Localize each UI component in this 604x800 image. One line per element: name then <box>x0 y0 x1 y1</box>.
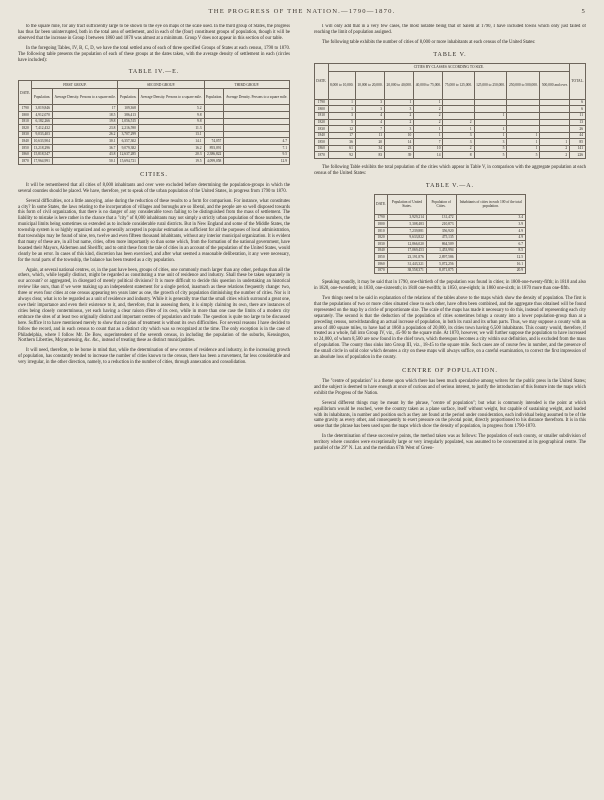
table-cell: 6 <box>570 106 586 113</box>
table-cell-date: 1860 <box>375 261 388 268</box>
table-cell: 12.5 <box>456 254 525 261</box>
table-cell-date: 1830 <box>375 241 388 248</box>
table-cell: 10 <box>414 145 443 152</box>
table-cell: 23 <box>385 145 414 152</box>
table-cell: 1 <box>540 139 570 146</box>
table-cell: 17 <box>328 132 355 139</box>
table-cell-date: 1810 <box>315 112 329 119</box>
table-cell: 7,412,432 <box>32 125 53 132</box>
table-cell-date: 1820 <box>375 234 388 241</box>
table-cell: 6,182,266 <box>32 118 53 125</box>
running-head <box>18 8 586 22</box>
table-row <box>19 118 290 125</box>
table-row <box>375 228 526 235</box>
table-cell: 8 <box>443 152 474 159</box>
table-cell: 13 <box>570 119 586 126</box>
table-v-a-body <box>375 214 526 273</box>
table-cell: 11 <box>355 132 384 139</box>
table-cell: 11 <box>570 112 586 119</box>
table-cell: 5,072,256 <box>426 261 456 268</box>
table-iv-e-title: TABLE IV.—E. <box>128 69 180 76</box>
table-cell: 8.5 <box>456 247 525 254</box>
table-cell: 131,472 <box>426 214 456 221</box>
table-row <box>375 247 526 254</box>
table-header-group: THIRD GROUP. <box>204 81 289 89</box>
table-cell: 4.9 <box>456 228 525 235</box>
table-row <box>19 145 290 152</box>
table-cell <box>540 112 570 119</box>
paragraph: The following Table exhibits the total population of the cities which appear in Table V, in comparison with the aggregate population at each census of the United States: <box>314 165 586 176</box>
section-title-centre-of-population: CENTRE OF POPULATION. <box>402 367 498 374</box>
table-cell: 3.4 <box>456 214 525 221</box>
table-cell <box>540 126 570 133</box>
table-row <box>315 99 586 106</box>
table-cell: 12,866,020 <box>388 241 427 248</box>
table-cell: 5 <box>474 145 507 152</box>
table-cell: 4,099,058 <box>204 158 224 165</box>
table-header-date: DATE. <box>19 81 32 105</box>
table-cell: 4,912,070 <box>32 112 53 119</box>
table-cell: 26 <box>570 126 586 133</box>
table-cell: 2 <box>540 145 570 152</box>
table-cell: 13,218,296 <box>32 145 53 152</box>
table-cell: 11.3 <box>138 125 204 132</box>
table-cell: 30.1 <box>52 138 118 145</box>
table-header-population: Population. <box>118 89 139 105</box>
table-cell: 4.9 <box>456 234 525 241</box>
table-cell: 109,368 <box>118 105 139 112</box>
table-cell: 7.1 <box>224 145 290 152</box>
table-cell: 6 <box>570 99 586 106</box>
table-cell: 12,637,285 <box>118 151 139 158</box>
table-cell-date: 1790 <box>375 214 388 221</box>
table-cell: 3,929,214 <box>388 214 427 221</box>
table-cell: 1 <box>507 132 540 139</box>
table-v-body <box>315 99 586 158</box>
table-header-population: Population. <box>32 89 53 105</box>
table-cell: 356,920 <box>426 228 456 235</box>
table-cell: 3 <box>443 132 474 139</box>
table-cell: 39 <box>385 152 414 159</box>
table-cell <box>443 106 474 113</box>
table-row <box>19 158 290 165</box>
table-cell <box>540 99 570 106</box>
table-row <box>19 138 290 145</box>
table-cell: 8,071,875 <box>426 267 456 274</box>
paragraph: The following table exhibits the number of cities of 8,000 or more inhabitants at each census of the United States: <box>322 39 536 45</box>
table-cell: 43.8 <box>52 151 118 158</box>
table-row <box>315 106 586 113</box>
table-cell: 83 <box>355 152 384 159</box>
table-cell: 4 <box>355 119 384 126</box>
table-cell-date: 1850 <box>375 254 388 261</box>
table-cell-date: 1860 <box>315 145 329 152</box>
table-cell: 3 <box>385 106 414 113</box>
table-header-density: Average Density. Persons to a square mile. <box>224 89 290 105</box>
table-cell <box>540 106 570 113</box>
table-header-group: SECOND GROUP. <box>118 81 204 89</box>
table-cell-date: 1870 <box>315 152 329 159</box>
table-cell: 36 <box>328 139 355 146</box>
table-cell: 74,057 <box>204 138 224 145</box>
table-cell <box>507 119 540 126</box>
table-cell <box>204 131 224 138</box>
table-header-density: Average Density. Persons to a square mile. <box>52 89 118 105</box>
table-cell: 9,079,382 <box>118 145 139 152</box>
table-cell: 5,308,483 <box>388 221 427 228</box>
table-cell: 19.8 <box>52 118 118 125</box>
table-cell: 9,633,822 <box>388 234 427 241</box>
table-cell-date: 1800 <box>375 221 388 228</box>
table-cell: 3 <box>474 139 507 146</box>
table-cell: 20.9 <box>456 267 525 274</box>
table-cell: 14.1 <box>138 138 204 145</box>
table-cell <box>224 131 290 138</box>
left-column <box>18 24 290 792</box>
table-cell-date: 1820 <box>19 125 32 132</box>
table-cell: 10 <box>385 132 414 139</box>
table-cell: 7 <box>414 139 443 146</box>
table-cell: 4 <box>355 112 384 119</box>
table-cell <box>540 132 570 139</box>
table-cell: 2 <box>385 112 414 119</box>
table-cell: 2 <box>385 119 414 126</box>
table-cell: 15,818,547 <box>32 151 53 158</box>
table-cell <box>474 119 507 126</box>
table-header-us-population: Population of United States. <box>388 194 427 214</box>
table-row <box>375 214 526 221</box>
table-row <box>19 131 290 138</box>
table-cell: 16.2 <box>138 145 204 152</box>
table-cell: 7 <box>355 126 384 133</box>
table-header-population: Population. <box>204 89 224 105</box>
table-cell: 2 <box>443 145 474 152</box>
table-header-total: TOTAL. <box>570 63 586 99</box>
table-cell: 1 <box>507 145 540 152</box>
table-cell <box>443 99 474 106</box>
table-cell: 9,033,403 <box>32 131 53 138</box>
table-iv-e <box>18 80 290 164</box>
table-cell: 92 <box>328 152 355 159</box>
table-cell: 12 <box>328 126 355 133</box>
table-cell: 20.3 <box>138 151 204 158</box>
table-cell <box>224 125 290 132</box>
table-cell: 3 <box>355 106 384 113</box>
table-cell <box>204 105 224 112</box>
table-cell <box>507 126 540 133</box>
table-cell: 34 <box>355 145 384 152</box>
paragraph: The "centre of population" is a theme upon which there has been much speculative among writers for the public press in the United States; and the subject is deemed to have enough at once of curious and of serious interest, to justify the introduction of this feature into the maps which exhibit the Progress of the Nation. <box>314 379 586 396</box>
table-cell: 18.5 <box>52 112 118 119</box>
table-cell: 17 <box>52 105 118 112</box>
table-cell: 1 <box>385 99 414 106</box>
table-cell <box>507 99 540 106</box>
table-cell: 1 <box>414 99 443 106</box>
table-header-class: 75,000 to 125,000. <box>443 71 474 99</box>
table-row <box>375 241 526 248</box>
table-header-group: FIRST GROUP. <box>32 81 118 89</box>
table-header-class: 500,000 and over. <box>540 71 570 99</box>
table-cell: 85 <box>570 139 586 146</box>
table-cell: 3,819,846 <box>32 105 53 112</box>
table-cell-date: 1800 <box>19 112 32 119</box>
table-cell: 23,191,876 <box>388 254 427 261</box>
table-cell: 31,443,321 <box>388 261 427 268</box>
table-cell: 5 <box>328 119 355 126</box>
paragraph: to the square mile, for any tract sufficiently large to be shown to the eye on maps of the scale used. In the third group of States, the progress has thus far been uninterrupted, both in the total area of settlement, and in each of the (four) constituent groups of population, though it will be observed that the increase in Group I between 1860 and 1870 was almost at a minimum. Group V does not appear in this section of our table. <box>18 24 290 41</box>
table-cell: 2,386,822 <box>204 151 224 158</box>
table-cell: 3,707,299 <box>118 131 139 138</box>
table-row <box>315 126 586 133</box>
table-cell: 7,239,881 <box>388 228 427 235</box>
table-cell: 2 <box>414 119 443 126</box>
table-supheader: CITIES BY CLASSES ACCORDING TO SIZE. <box>328 63 570 71</box>
table-iv-e-body <box>19 105 290 164</box>
table-cell: 17,964,991 <box>32 158 53 165</box>
table-cell <box>540 119 570 126</box>
table-cell: 19.5 <box>138 158 204 165</box>
paragraph: I will only add that in a very few cases, the most notable being that of Salem at 1790, I have included towns which only just failed of reaching the limit of population assigned. <box>314 24 586 35</box>
table-cell: 5 <box>474 152 507 159</box>
table-cell-date: 1830 <box>19 131 32 138</box>
table-row <box>375 254 526 261</box>
table-cell: 1 <box>507 139 540 146</box>
table-cell: 3 <box>355 99 384 106</box>
table-cell: 6.7 <box>456 241 525 248</box>
table-header-city-share: Inhabitants of cities in each 100 of the total population. <box>456 194 525 214</box>
table-cell-date: 1800 <box>315 106 329 113</box>
table-cell: 893,091 <box>204 145 224 152</box>
table-cell: 14 <box>414 152 443 159</box>
table-cell: 1,056,515 <box>118 118 139 125</box>
paragraph: Several different things may be meant by the phrase, "centre of population"; but what is commonly intended is the point at which equilibrium would be reached, were the country taken as a plane surface, itself without weight, but capable of sustaining weight, and loaded with its inhabitants, in number and position such as they are found at the period under consideration, each individual being assumed to be of the same gravity as every other, and consequently to exert pressure on the pivotal point, directly proportioned to his distance therefrom. It is in this sense that the phrase has been used upon the maps which show the density of population, in progress from 1790-1870. <box>314 400 586 430</box>
paragraph: Two things need to be said in explanation of the relations of the tables above to the maps which show the density of population. The first is that the populations of two or more cities situated close to each other, have often been combined, and the aggregate thus obtained will be found represented on the map by a circle of proportionate size. The scale of the maps has made it necessary to do this, instead of representing each city separately. The second is that the deduction of the population of cities sometimes brings a county into a lower population-group than at a preceding census, notwithstanding an actual increase of population, in both its rural and its urban parts. Thus, we may suppose a county with an area of 400 square miles, to have had at 1860 a population of 20,000, its cities town having 6,500 inhabitants. This county would, therefore, if treated as a whole, fall into Group IV, viz., 45-90 to the square mile. At 1870, however, we will further suppose the population to have increased to 24,000, of whom 8,500 are now found in the chief town, which thereupon becomes a city within our definition, and is excluded from the mass of population. The county thus sinks into Group III, viz., 18-45 to the square mile. Such cases are of course few in number, and the presence of the small circle in solid color which denotes a city on these maps will always suffice, on a careful examination, to correct the first impression of an absolute loss of population in the county. <box>314 296 586 361</box>
table-row <box>315 152 586 159</box>
paragraph: In the foregoing Tables, IV, B, C, D, we have the total settled area of each of three specified Groups of States at each census, 1790 to 1870. The following table presents the population of each of these groups at the dates taken, with the average density of settlement in each (circles have included): <box>18 45 290 63</box>
table-cell: 2,897,586 <box>426 254 456 261</box>
page-number: 5 <box>581 8 586 15</box>
table-cell: 9.8 <box>138 112 204 119</box>
table-cell: 4.7 <box>224 138 290 145</box>
table-cell-date: 1850 <box>315 139 329 146</box>
table-row <box>375 267 526 274</box>
table-cell-date: 1870 <box>375 267 388 274</box>
table-cell: 210,873 <box>426 221 456 228</box>
table-row <box>315 145 586 152</box>
table-row <box>375 261 526 268</box>
right-column <box>314 24 586 792</box>
table-v-a-title: TABLE V.—A. <box>425 182 475 189</box>
table-v-title: TABLE V. <box>433 51 467 58</box>
table-header-class: 20,000 to 40,000. <box>385 71 414 99</box>
table-cell: 3 <box>328 112 355 119</box>
table-cell-date: 1840 <box>375 247 388 254</box>
table-row <box>315 139 586 146</box>
table-cell <box>474 99 507 106</box>
table-v <box>314 63 586 159</box>
table-cell: 475,135 <box>426 234 456 241</box>
table-cell: 9.5 <box>224 151 290 158</box>
table-header-date: DATE. <box>375 194 388 214</box>
table-cell <box>507 112 540 119</box>
paragraph: In the determination of these successive points, the method taken was as follows: The population of each county, or smaller subdivision of territory where counties were exceptionally large or very irregularly populated, was assumed to be concentrated at its geographical centre. The parallel of the 29° N. Lat. and the meridian 67th West of Green- <box>314 434 586 452</box>
page-body <box>18 24 586 792</box>
table-cell: 2 <box>540 152 570 159</box>
table-cell: 1 <box>414 126 443 133</box>
table-cell <box>507 106 540 113</box>
paragraph: Speaking roundly, it may be said that in 1790, one-thirtieth of the population was found in cities; in 1800-one-twenty-fifth; in 1810 and also in 1820, one-twentieth; in 1830, one-sixteenth; in 1840 one-twelfth; in 1850, one-eighth; in 1860 one-sixth; in 1870 more than one-fifth. <box>314 280 586 292</box>
table-header-density: Average Density. Persons to a square mile. <box>138 89 204 105</box>
table-cell: 226 <box>570 152 586 159</box>
table-cell: 26.2 <box>52 131 118 138</box>
table-cell: 1 <box>328 99 355 106</box>
paragraph: Several difficulties, not a little annoying, arise during the reduction of these results to a form for comparison. For instance, what constitutes a city? In some States, the laws relating to the incorporation of villages and boroughs are so liberal, and the people are so well disposed towards this form of civil organization, that there is no danger of any considerable town failing to be distinguished from the mass of settlement. The liability to mistake is here rather in the chance that a "city" of 8,000 inhabitants may not simply a strictly urban population of those numbers, the municipal limits being sometimes so extended as to include considerable rural districts. But in New England and some of the Middle States, the township system is so highly organized and so generally accepted in popular estimation as sufficient for all the purposes of local administration, that townships may be found of nine, ten, twelve and even fifteen thousand inhabitants, without any interior municipal organization. It is evident that many of these are, in all but name, cities, often more importantly so than some which, from the formation of the national government, have boasted their Mayors, Aldermen and Sheriffs; and to omit these from the tale of cities in an account of the population of the United States, would clearly be an error. In cases of this kind, discretion has been exercised, and after what seemed a reasonable deliberation, it any were necessary, for the rural parts of the township, the balance has been treated as a city population. <box>18 198 290 263</box>
table-cell: 50.1 <box>52 158 118 165</box>
table-cell: 5.2 <box>138 105 204 112</box>
table-v-a <box>374 194 526 274</box>
table-cell: 23.8 <box>52 125 118 132</box>
table-cell <box>204 112 224 119</box>
table-cell: 864,509 <box>426 241 456 248</box>
table-header-class: 10,000 to 20,000. <box>355 71 384 99</box>
table-cell <box>224 118 290 125</box>
table-cell: 2 <box>414 106 443 113</box>
table-cell: 1,453,994 <box>426 247 456 254</box>
table-cell: 141 <box>570 145 586 152</box>
table-cell: 9.8 <box>138 118 204 125</box>
table-row <box>19 105 290 112</box>
table-cell <box>204 125 224 132</box>
table-cell: 15,694,721 <box>118 158 139 165</box>
table-cell: 20 <box>355 139 384 146</box>
table-cell: 2 <box>414 112 443 119</box>
table-cell: 1 <box>328 106 355 113</box>
table-cell: 12.9 <box>224 158 290 165</box>
paragraph: It will be remembered that all cities of 8,000 inhabitants and over were excluded before determining the population-groups in which the several counties should be placed. We have, therefore, yet to speak of the urban population of the United States, in progress from 1790 to 1870. <box>18 182 290 194</box>
table-header-class: 40,000 to 75,000. <box>414 71 443 99</box>
table-header-class: 8,000 to 10,000. <box>328 71 355 99</box>
table-row <box>19 125 290 132</box>
section-title-cities: CITIES. <box>140 170 168 178</box>
table-cell: 44 <box>570 132 586 139</box>
table-cell: 3 <box>443 139 474 146</box>
table-cell: 14 <box>385 139 414 146</box>
table-cell-date: 1840 <box>315 132 329 139</box>
table-row <box>375 234 526 241</box>
table-cell: 36.7 <box>52 145 118 152</box>
table-row <box>19 151 290 158</box>
table-header-date: DATE. <box>315 63 329 99</box>
table-cell-date: 1840 <box>19 138 32 145</box>
table-cell: 1 <box>474 126 507 133</box>
table-row <box>315 119 586 126</box>
running-head-title: THE PROGRESS OF THE NATION.—1790—1870. <box>208 8 396 15</box>
table-cell-date: 1830 <box>315 126 329 133</box>
table-header-class: 125,000 to 250,000. <box>474 71 507 99</box>
table-cell: 1 <box>474 132 507 139</box>
paragraph: Again, at several national centres, or, in the past have been, groups of cities, one commonly much larger than any other, perhaps than all the others, which, while legally distinct, might be regarded as constituting a true unit of residence and industry. Shall these be taken separately in our account? or aggregated, in disregard of merely political divisions? It is more difficult to decide this question in undertaking an historical review like ours, than if we were making up an independent statement for a single period, inasmuch as these relations frequently change: two, three or even four cities at one census appearing ten years later as one, the growth of city population diminishing the number of cities. Nor is it always clear, what is to be regarded as a unit of residence and industry. While it is generally true that the small cities which surround a great one, owe their importance and even their existence to it, and, therefore, that in assessing them, it is simply claiming its own, there are instances of cities being closely conterminous, yet each having a clear raison d'être of its own, while in more than one case the limits of a modern city embrace the sites of at least two originally distinct and important centres of population and trade. The question is quite too large to be discussed here. Suffice it to have mentioned merely to show that no plan of treatment is without its own difficulties. For several reasons I have decided to follow the record, and in each census to count that as a distinct city which was so recognized at the time. The only exception is in the case of Philadelphia, where I follow Mr. De Bow, superintendent of the seventh census, in including the population of the suburbs, Kensington, Northern Liberties, Moyamensing, &c. &c., instead of treating these as distinct municipalities. <box>18 267 290 344</box>
table-header-city-population: Population of Cities. <box>426 194 456 214</box>
table-cell <box>474 106 507 113</box>
table-cell: 386,413 <box>118 112 139 119</box>
table-cell: 2 <box>443 119 474 126</box>
table-cell: 61 <box>328 145 355 152</box>
table-row <box>315 132 586 139</box>
table-cell: 10,633,904 <box>32 138 53 145</box>
table-cell: 3 <box>385 126 414 133</box>
table-cell: 1 <box>443 126 474 133</box>
table-cell <box>224 105 290 112</box>
table-cell-date: 1790 <box>19 105 32 112</box>
table-cell <box>224 112 290 119</box>
table-row <box>19 112 290 119</box>
table-cell: 17,069,453 <box>388 247 427 254</box>
table-cell: 3.9 <box>456 221 525 228</box>
table-cell: 2,216,590 <box>118 125 139 132</box>
table-cell: 38,558,371 <box>388 267 427 274</box>
table-cell: 1 <box>414 132 443 139</box>
table-cell <box>204 118 224 125</box>
table-cell: 16.1 <box>456 261 525 268</box>
table-cell: 1 <box>474 112 507 119</box>
paragraph: It will need, therefore, to be borne in mind that, while the determination of new centres of residence and industry, in the increasing growth of population, has constantly tended to increase the number of cities known to the census, there has been a movement, far less considerable and very irregular, in the other direction, namely, to a reduction in the number of cities, through annexation and consolidation. <box>18 348 290 366</box>
table-cell: 5 <box>507 152 540 159</box>
table-cell-date: 1810 <box>19 118 32 125</box>
table-cell-date: 1820 <box>315 119 329 126</box>
table-row <box>375 221 526 228</box>
table-cell-date: 1810 <box>375 228 388 235</box>
table-cell-date: 1850 <box>19 145 32 152</box>
table-cell-date: 1860 <box>19 151 32 158</box>
table-cell <box>443 112 474 119</box>
table-cell-date: 1870 <box>19 158 32 165</box>
table-row <box>315 112 586 119</box>
table-cell: 13.1 <box>138 131 204 138</box>
table-cell-date: 1790 <box>315 99 329 106</box>
table-header-class: 250,000 to 500,000. <box>507 71 540 99</box>
table-cell: 6,357,302 <box>118 138 139 145</box>
